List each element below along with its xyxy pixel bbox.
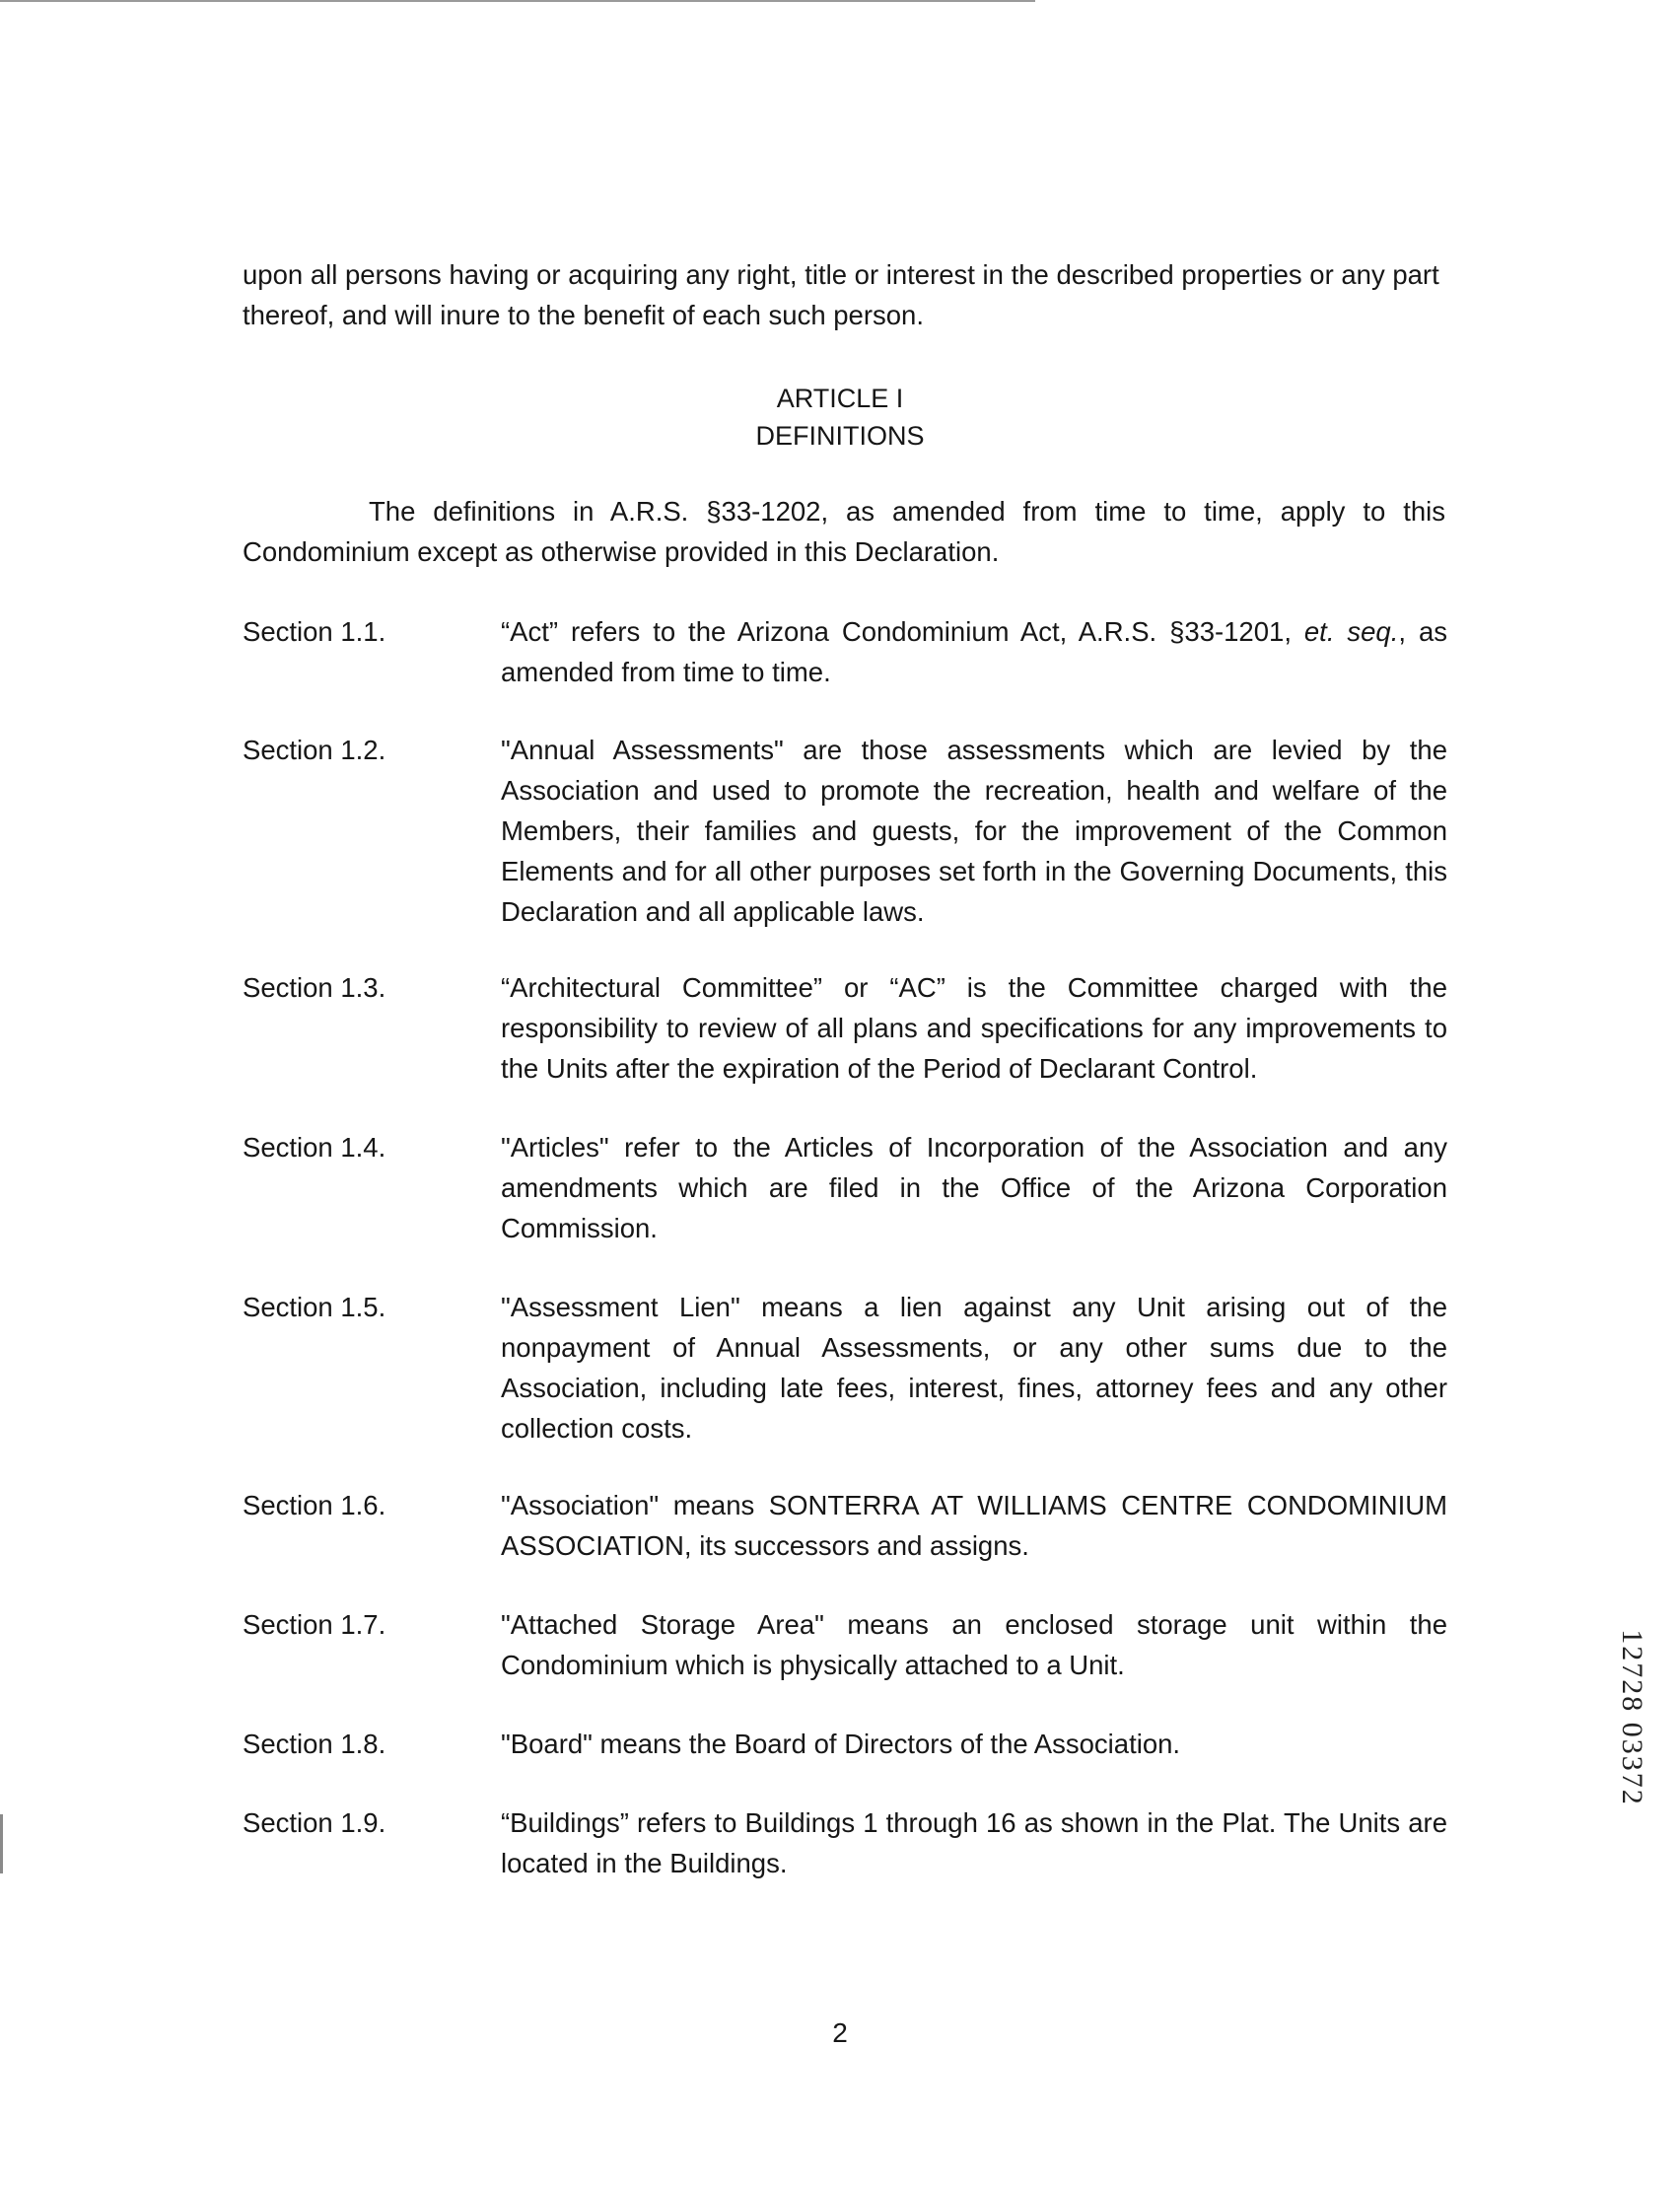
section-label: Section 1.6. [243,1490,386,1520]
scan-top-edge [0,0,1035,2]
recording-number-stamp [1607,1585,1656,1851]
recording-number-text: 12728 03372 [1616,1629,1648,1806]
section-text: "Attached Storage Area" means an enclosed storage unit within the Condominium which is physically attached to a Unit. [501,1609,1447,1680]
section-text-part: “Act” refers to the Arizona Condominium Act, A.R.S. §33-1201, [501,616,1304,647]
section-text: "Board" means the Board of Directors of the Association. [501,1729,1181,1759]
intro-paragraph: upon all persons having or acquiring any right, title or interest in the described properties or any part thereof, and will inure to the benefit of each such person. [243,259,1439,330]
definitions-intro-paragraph: The definitions in A.R.S. §33-1202, as amended from time to time, apply to this Condominium except as otherwise provided in this Declaration. [243,496,1445,567]
section-text: "Articles" refer to the Articles of Incorporation of the Association and any amendments which are filed in the Office of the Arizona Corporation Commission. [501,1132,1447,1243]
section-text-italic: et. seq. [1303,616,1399,647]
section-text: "Annual Assessments" are those assessments which are levied by the Association and used to promote the recreation, health and welfare of the Members, their families and guests, for the improvement of the Common Elements and for all other purposes set forth in the Governing Documents, this Declaration and all applicable laws. [501,735,1447,927]
section-label: Section 1.8. [243,1729,386,1759]
section-text: "Assessment Lien" means a lien against any Unit arising out of the nonpayment of Annual Assessments, or any other sums due to the Association, including late fees, interest, fines, attorney fees and any other collection costs. [501,1292,1447,1444]
section-label: Section 1.9. [243,1807,386,1838]
article-number: ARTICLE I [776,384,904,413]
section-text: “Buildings” refers to Buildings 1 through 16 as shown in the Plat. The Units are located in the Buildings. [501,1807,1447,1878]
scan-left-edge-mark [0,1814,3,1873]
section-label: Section 1.2. [243,735,386,765]
section-label: Section 1.1. [243,616,386,647]
section-label: Section 1.3. [243,972,386,1003]
page-number: 2 [832,2017,848,2048]
section-text-part: , as amended from time to time. [501,616,1447,687]
article-title: DEFINITIONS [755,421,925,451]
section-label: Section 1.4. [243,1132,386,1163]
section-label: Section 1.5. [243,1292,386,1322]
section-text: “Architectural Committee” or “AC” is the Committee charged with the responsibility to review of all plans and specifications for any improvements to the Units after the expiration of the Period of Declarant Control. [501,972,1447,1084]
section-label: Section 1.7. [243,1609,386,1640]
section-text [501,611,1447,692]
section-text: "Association" means SONTERRA AT WILLIAMS CENTRE CONDOMINIUM ASSOCIATION, its successors and assigns. [501,1490,1447,1561]
